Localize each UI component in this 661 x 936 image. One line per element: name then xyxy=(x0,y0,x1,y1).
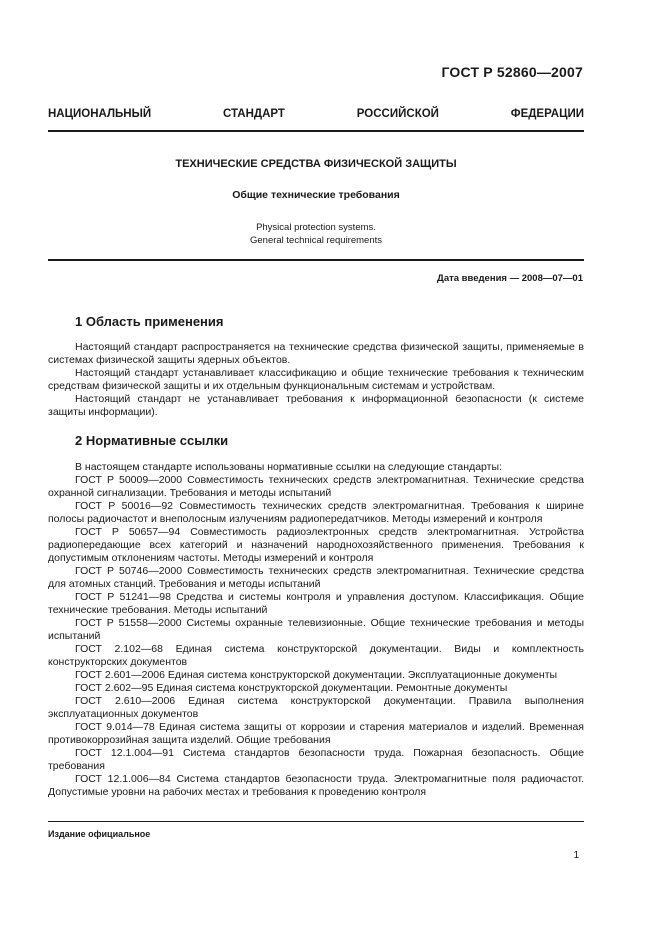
national-title-word: ФЕДЕРАЦИИ xyxy=(510,108,584,120)
paragraph: Настоящий стандарт не устанавливает требования к информационной безопасности (к системе защиты информации). xyxy=(48,393,584,418)
reference-entry: ГОСТ 12.1.004—91 Система стандартов безопасности труда. Пожарная безопасность. Общие требования xyxy=(48,747,584,772)
footer-divider xyxy=(48,821,584,822)
title-divider xyxy=(48,259,584,261)
national-title-word: НАЦИОНАЛЬНЫЙ xyxy=(48,108,152,120)
page-number: 1 xyxy=(573,850,579,861)
reference-entry: ГОСТ 9.014—78 Единая система защиты от коррозии и старения материалов и изделий. Временная противокоррозийная защита изделий. Общие требования xyxy=(48,721,584,746)
reference-entry: ГОСТ Р 50009—2000 Совместимость технических средств электромагнитная. Технические средства охранной сигнализации. Требования и методы испытаний xyxy=(48,474,584,499)
english-title-line: General technical requirements xyxy=(249,235,382,246)
introduction-date: Дата введения — 2008—07—01 xyxy=(437,273,583,284)
document-code: ГОСТ Р 52860—2007 xyxy=(441,64,583,80)
national-standard-title xyxy=(48,108,584,120)
section-2-body xyxy=(48,461,584,799)
national-title-word: СТАНДАРТ xyxy=(222,108,285,120)
section-1-body xyxy=(48,341,584,419)
sub-title: Общие технические требования xyxy=(232,189,400,201)
header-divider xyxy=(48,130,584,132)
reference-entry: ГОСТ 2.601—2006 Единая система конструкторской документации. Эксплуатационные документы xyxy=(75,669,558,681)
reference-entry: ГОСТ Р 50657—94 Совместимость радиоэлектронных средств электромагнитная. Устройства радиопередающие всех категорий и назначений народнохозяйственного применения. Требования к допустимым отклонениям частоты. Методы измерений и контроля xyxy=(48,526,584,564)
reference-entry: ГОСТ 2.602—95 Единая система конструкторской документации. Ремонтные документы xyxy=(75,682,508,694)
main-title: ТЕХНИЧЕСКИЕ СРЕДСТВА ФИЗИЧЕСКОЙ ЗАЩИТЫ xyxy=(175,158,457,170)
english-title-line: Physical protection systems. xyxy=(256,222,376,233)
reference-entry: ГОСТ Р 50016—92 Совместимость технических средств электромагнитная. Требования к ширине полосы радиочастот и внеполосным излучениям радиопередатчиков. Методы измерений и контроля xyxy=(48,500,584,525)
reference-entry: ГОСТ Р 51558—2000 Системы охранные телевизионные. Общие технические требования и методы испытаний xyxy=(48,617,584,642)
section-1-heading: 1 Область применения xyxy=(75,314,224,329)
reference-entry: ГОСТ 2.610—2006 Единая система конструкторской документации. Правила выполнения эксплуатационных документов xyxy=(48,695,584,720)
official-edition-label: Издание официальное xyxy=(48,829,151,839)
section-2-heading: 2 Нормативные ссылки xyxy=(75,433,229,448)
reference-entry: ГОСТ 12.1.006—84 Система стандартов безопасности труда. Электромагнитные поля радиочастот. Допустимые уровни на рабочих местах и требования к проведению контроля xyxy=(48,773,584,798)
paragraph: Настоящий стандарт распространяется на технические средства физической защиты, применяемые в системах физической защиты ядерных объектов. xyxy=(48,341,584,366)
paragraph: Настоящий стандарт устанавливает классификацию и общие технические требования к техническим средствам физической защиты и их отдельным функциональным системам и устройствам. xyxy=(48,367,584,392)
english-title xyxy=(48,221,584,247)
paragraph: В настоящем стандарте использованы нормативные ссылки на следующие стандарты: xyxy=(75,461,502,473)
reference-entry: ГОСТ Р 51241—98 Средства и системы контроля и управления доступом. Классификация. Общие технические требования. Методы испытаний xyxy=(48,591,584,616)
reference-entry: ГОСТ 2.102—68 Единая система конструкторской документации. Виды и комплектность конструкторских документов xyxy=(48,643,584,668)
national-title-word: РОССИЙСКОЙ xyxy=(356,108,439,120)
reference-entry: ГОСТ Р 50746—2000 Совместимость технических средств электромагнитная. Технические средства для атомных станций. Требования и методы испытаний xyxy=(48,565,584,590)
